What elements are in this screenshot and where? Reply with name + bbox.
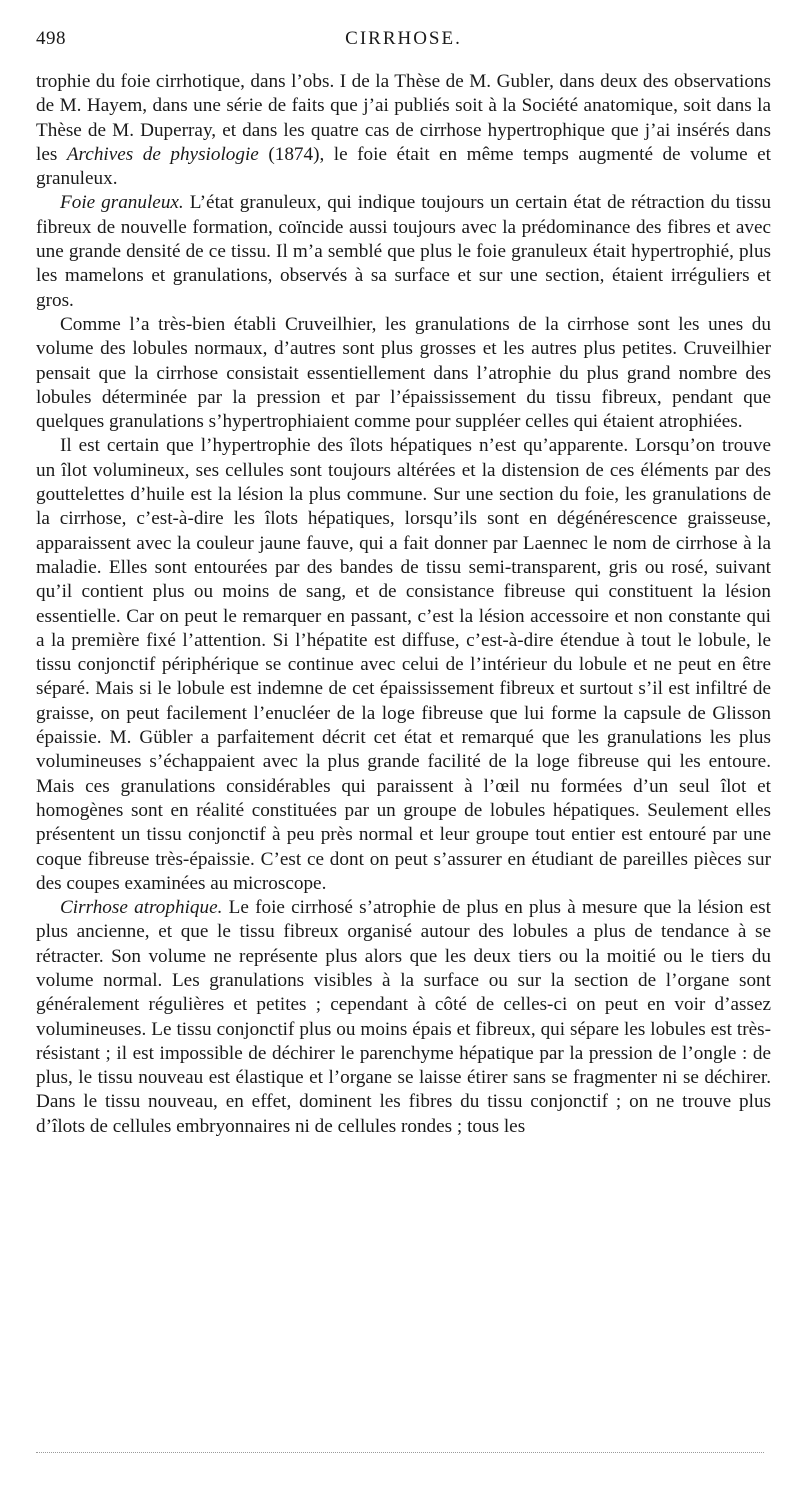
journal-title: Archives de physiologie xyxy=(66,143,259,165)
paragraph-1 xyxy=(36,70,771,191)
paragraph-3-text: Comme l’a très-bien établi Cruveilhier, les granulations de la cirrhose sont les unes du volume des lobules normaux, d’autres sont plus grosses et les autres plus petites. Cruveilhier pensait que la cirrhose consistait essentiellement dans l’atrophie du plus grand nombre des lobules déterminée par la pression et par l’épaississement du tissu fibreux, pendant que quelques granulations s’hypertrophiaient comme pour suppléer celles qui étaient atrophiées. xyxy=(36,313,771,433)
page-number: 498 xyxy=(36,28,66,49)
paragraph-1-text-a: trophie du foie cirrhotique, dans l’obs. I de la Thèse de M. Gubler, dans deux des observations de M. Hayem, dans une série de faits que j’ai publiés soit à la Société anatomique, soit dans la Thèse de M. Duperray, et dans les quatre cas de cirrhose hypertrophique que j’ai insérés dans les xyxy=(36,71,771,165)
paragraph-2-text: L’état granuleux, qui indique toujours un certain état de rétraction du tissu fibreux de nouvelle formation, coïncide aussi toujours avec la prédominance des fibres et avec une grande densité de ce tissu. Il m’a semblé que plus le foie granuleux était hypertrophié, plus les mamelons et granulations, observés à sa surface et sur une section, étaient irréguliers et gros. xyxy=(36,192,771,311)
paragraph-hypertrophie xyxy=(36,434,771,896)
paragraph-foie-granuleux xyxy=(36,191,771,312)
footer-rule xyxy=(36,1452,764,1453)
rubric-foie-granuleux: Foie granuleux. xyxy=(60,192,184,214)
page-header xyxy=(36,28,771,56)
paragraph-5-text: Le foie cirrhosé s’atrophie de plus en plus à mesure que la lésion est plus ancienne, et que le tissu fibreux organisé autour des lobules a plus de tendance à se rétracter. Son volume ne représente plus alors que les deux tiers ou la moitié ou le tiers du volume normal. Les granulations visibles à la surface ou sur la section de l’organe sont généralement régulières et petites ; cependant à côté de celles-ci on peut en voir d’assez volumineuses. Le tissu conjonctif plus ou moins épais et fibreux, qui sépare les lobules est très-résistant ; il est impossible de déchirer le parenchyme hépatique par la pression de l’ongle : de plus, le tissu nouveau est élastique et l’organe se laisse étirer sans se fragmenter ni se déchirer. Dans le tissu nouveau, en effet, dominent les fibres du tissu conjonctif ; on ne trouve plus d’îlots de cellules embryonnaires ni de cellules rondes ; tous les xyxy=(36,897,771,1137)
paragraph-4-text: Il est certain que l’hypertrophie des îlots hépatiques n’est qu’apparente. Lorsqu’on trouve un îlot volumineux, ses cellules sont toujours altérées et la distension de ces éléments par des gouttelettes d’huile est la lésion la plus commune. Sur une section du foie, les granulations de la cirrhose, c’est-à-dire les îlots hépatiques, lorsqu’ils sont en dégénérescence graisseuse, apparaissent avec la couleur jaune fauve, qui a fait donner par Laennec le nom de cirrhose à la maladie. Elles sont entourées par des bandes de tissu semi-transparent, gris ou rosé, suivant qu’il contient plus ou moins de sang, et de consistance fibreuse qui constituent la lésion essentielle. Car on peut le remarquer en passant, c’est la lésion accessoire et non constante qui a la première fixé l’attention. Si l’hépatite est diffuse, c’est-à-dire étendue à tout le lobule, le tissu conjonctif périphérique se continue avec celui de l’intérieur du lobule et ne peut en être séparé. Mais si le lobule est indemne de cet épaississement fibreux et surtout s’il est infiltré de graisse, on peut facilement l’enucléer de la loge fibreuse que lui forme la capsule de Glisson épaissie. M. Gübler a parfaitement décrit cet état et remarqué que les granulations les plus volumineuses s’échappaient avec la plus grande facilité de la loge fibreuse qui les entoure. Mais ces granulations considérables qui paraissent à l’œil nu formées d’un seul îlot et homogènes sont en réalité constituées par un groupe de lobules hépatiques. Seulement elles présentent un tissu conjonctif à peu près normal et leur groupe tout entier est entouré par une coque fibreuse très-épaissie. C’est ce dont on peut s’assurer en étudiant de pareilles pièces sur des coupes examinées au microscope. xyxy=(36,435,771,894)
rubric-cirrhose-atrophique: Cirrhose atrophique. xyxy=(60,897,223,919)
paragraph-1-text-b: (1874), le foie était en même temps augmenté de volume et granuleux. xyxy=(36,143,771,190)
running-title: CIRRHOSE. xyxy=(345,28,462,49)
paragraph-cirrhose-atrophique xyxy=(36,896,771,1139)
book-page xyxy=(36,28,771,1139)
paragraph-cruveilhier xyxy=(36,313,771,434)
